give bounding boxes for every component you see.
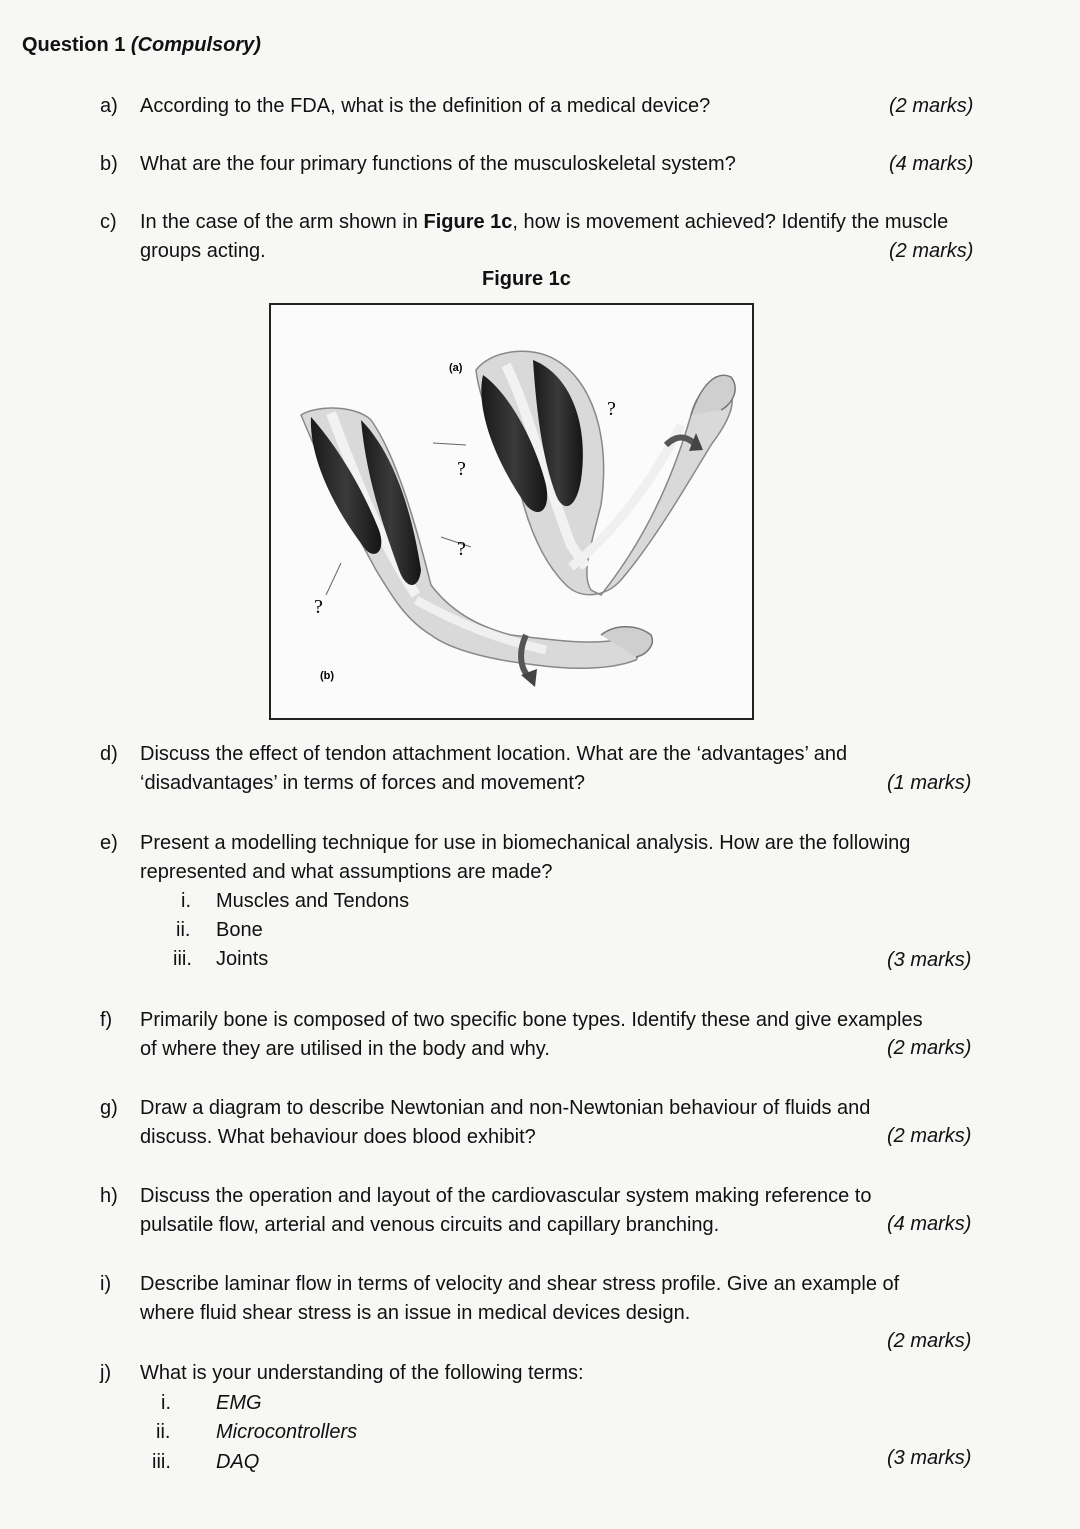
question-text-line2: represented and what assumptions are made? — [140, 861, 553, 883]
question-letter: h) — [100, 1185, 118, 1207]
question-number: Question 1 — [22, 34, 126, 56]
marks-j: (3 marks) — [887, 1447, 972, 1469]
figure-caption: Figure 1c — [482, 268, 571, 290]
question-mark-label: ? — [457, 458, 466, 480]
question-mark-label: ? — [314, 596, 323, 618]
subitem-text: Microcontrollers — [216, 1421, 358, 1443]
subitem-number: iii. — [152, 1451, 171, 1473]
question-letter: j) — [100, 1362, 112, 1384]
figure-reference: Figure 1c — [423, 211, 513, 233]
question-mark-label: ? — [607, 398, 616, 420]
question-text: Present a modelling technique for use in biomechanical analysis. How are the following — [140, 832, 911, 854]
rotation-arrow-a — [666, 438, 696, 446]
question-text: In the case of the arm shown in Figure 1c, how is movement achieved? Identify the muscle — [140, 211, 949, 233]
question-title — [22, 34, 261, 57]
marks-f: (2 marks) — [887, 1037, 972, 1059]
question-text: What are the four primary functions of the musculoskeletal system? — [140, 153, 736, 175]
subitem-text: EMG — [216, 1392, 262, 1414]
question-text-line2: of where they are utilised in the body and why. — [140, 1038, 550, 1060]
question-text: According to the FDA, what is the definition of a medical device? — [140, 95, 711, 117]
marks-i: (2 marks) — [887, 1330, 972, 1352]
panel-a-label: (a) — [449, 362, 463, 374]
question-letter: a) — [100, 95, 118, 117]
subitem-text: Muscles and Tendons — [216, 890, 410, 912]
subitem-text: Bone — [216, 919, 263, 941]
question-text-line2: groups acting. — [140, 240, 266, 262]
subitem-number: i. — [181, 890, 191, 912]
question-letter: d) — [100, 743, 118, 765]
question-mark-label: ? — [457, 538, 466, 560]
leader-line — [433, 443, 466, 445]
question-text: Primarily bone is composed of two specific bone types. Identify these and give examples — [140, 1009, 923, 1031]
subitem-number: i. — [161, 1392, 171, 1414]
question-text-line2: where fluid shear stress is an issue in medical devices design. — [140, 1302, 691, 1324]
marks-b: (4 marks) — [889, 153, 974, 175]
subitem-number: ii. — [156, 1421, 171, 1443]
marks-a: (2 marks) — [889, 95, 974, 117]
marks-d: (1 marks) — [887, 772, 972, 794]
leader-line — [326, 563, 341, 595]
question-letter: b) — [100, 153, 118, 175]
marks-c: (2 marks) — [889, 240, 974, 262]
leader-line — [441, 537, 471, 547]
question-text: What is your understanding of the following terms: — [140, 1362, 584, 1384]
figure-1c — [269, 303, 754, 720]
panel-b-label: (b) — [320, 670, 335, 682]
question-qualifier: (Compulsory) — [130, 34, 261, 56]
marks-g: (2 marks) — [887, 1125, 972, 1147]
subitem-number: iii. — [173, 948, 192, 970]
question-text-line2: discuss. What behaviour does blood exhibit? — [140, 1126, 536, 1148]
question-text: Discuss the operation and layout of the cardiovascular system making reference to — [140, 1185, 872, 1207]
question-text: Discuss the effect of tendon attachment location. What are the ‘advantages’ and — [140, 743, 848, 765]
question-text-line2: pulsatile flow, arterial and venous circuits and capillary branching. — [140, 1214, 720, 1236]
marks-h: (4 marks) — [887, 1213, 972, 1235]
question-text: Draw a diagram to describe Newtonian and non-Newtonian behaviour of fluids and — [140, 1097, 871, 1119]
question-letter: e) — [100, 832, 118, 854]
question-letter: g) — [100, 1097, 118, 1119]
subitem-text: Joints — [216, 948, 269, 970]
question-letter: i) — [100, 1273, 112, 1295]
arm-illustration — [271, 305, 752, 718]
question-text-line2: ‘disadvantages’ in terms of forces and movement? — [140, 772, 586, 794]
question-text: Describe laminar flow in terms of velocity and shear stress profile. Give an example of — [140, 1273, 900, 1295]
arm-a-flexed — [476, 351, 735, 595]
subitem-number: ii. — [176, 919, 191, 941]
marks-e: (3 marks) — [887, 949, 972, 971]
question-letter: c) — [100, 211, 117, 233]
question-letter: f) — [100, 1009, 113, 1031]
subitem-text: DAQ — [216, 1451, 260, 1473]
